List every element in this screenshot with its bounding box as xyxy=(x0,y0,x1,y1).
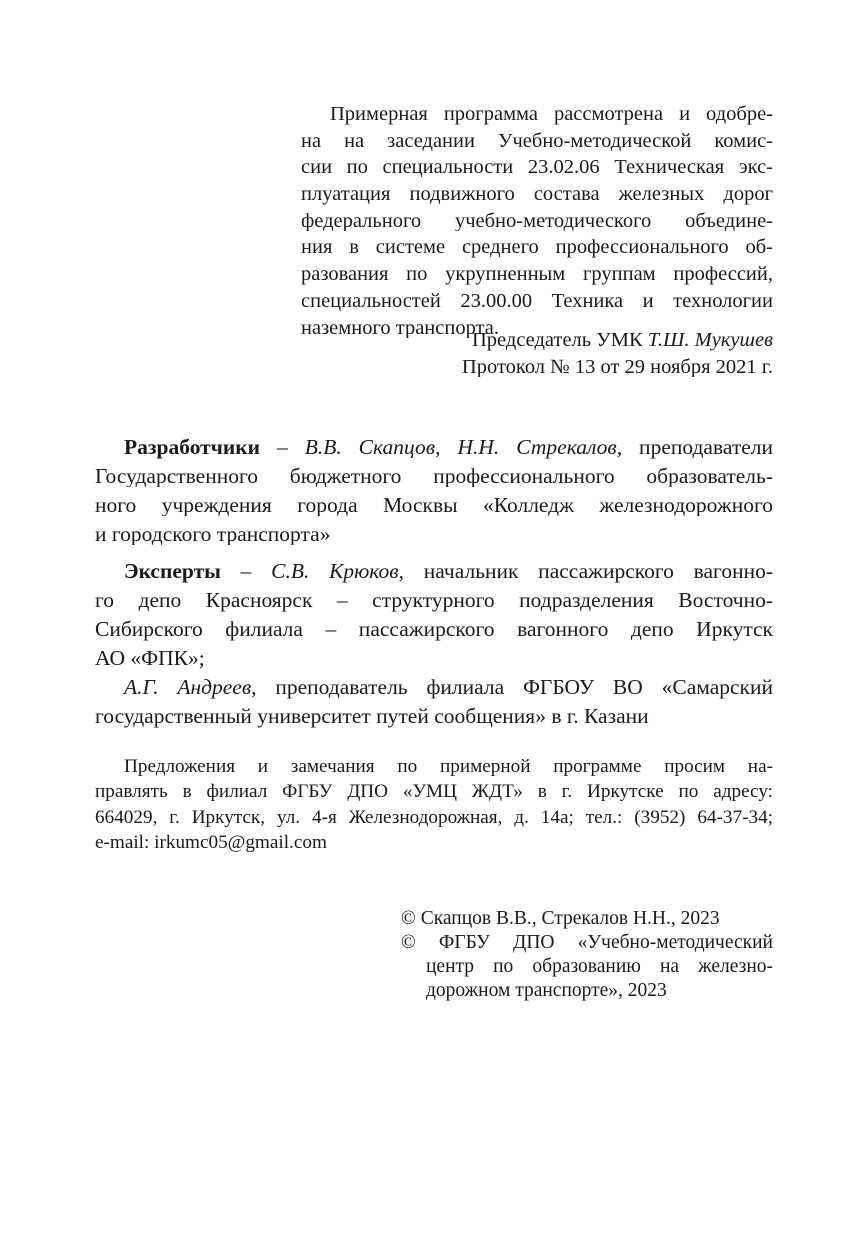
approval-line: Примерная программа рассмотрена и одобре- xyxy=(330,104,773,125)
experts-text: начальник пассажирского вагонно- xyxy=(404,561,773,583)
protocol-line: Протокол № 13 от 29 ноября 2021 г. xyxy=(461,356,773,377)
approval-line: на на заседании Учебно-методической комис- xyxy=(301,130,773,152)
experts-line: го депо Красноярск – структурного подразделения Восточно- xyxy=(95,590,773,612)
copyright-line: дорожном транспорте», 2023 xyxy=(426,981,667,1001)
developers-line: Государственного бюджетного профессионального образователь- xyxy=(95,465,773,488)
chair-name: Т.Ш. Мукушев xyxy=(647,330,773,351)
approval-line: специальностей 23.00.00 Техника и технологии xyxy=(301,290,773,312)
developers-names: В.В. Скапцов, Н.Н. Стрекалов, xyxy=(304,437,623,459)
experts-section xyxy=(95,561,773,735)
experts-line: АО «ФПК»; xyxy=(95,648,205,670)
copyright-line: © ФГБУ ДПО «Учебно-методический xyxy=(401,933,773,953)
developers-label: Разработчики xyxy=(124,437,261,459)
experts-line xyxy=(95,561,773,583)
copyright-block xyxy=(401,909,773,1005)
approval-note xyxy=(301,104,773,344)
experts-line: Сибирского филиала – пассажирского вагонного депо Иркутск xyxy=(95,619,773,641)
approval-signature xyxy=(380,330,773,383)
email-line: e-mail: irkumc05@gmail.com xyxy=(95,833,327,853)
proposals-line: Предложения и замечания по примерной программе просим на- xyxy=(124,757,773,777)
experts-line xyxy=(95,677,773,699)
developers-line: ного учреждения города Москвы «Колледж железнодорожного xyxy=(95,494,773,517)
experts-label: Эксперты xyxy=(124,561,221,583)
approval-line: разования по укрупненным группам профессий, xyxy=(301,264,773,285)
expert-name: А.Г. Андреев, xyxy=(124,677,257,699)
developers-line: и городского транспорта» xyxy=(95,523,331,546)
proposals-line: правлять в филиал ФГБУ ДПО «УМЦ ЖДТ» в г. Иркутске по адресу: xyxy=(95,782,773,802)
approval-line: сии по специальности 23.02.06 Техническая экс- xyxy=(301,157,773,178)
expert-name: С.В. Крюков, xyxy=(271,561,404,583)
proposals-note xyxy=(95,757,773,859)
approval-line: плуатация подвижного состава железных дорог xyxy=(301,184,773,205)
developers-line xyxy=(95,437,773,459)
chair-line xyxy=(380,330,773,351)
proposals-line: 664029, г. Иркутск, ул. 4-я Железнодорожная, д. 14а; тел.: (3952) 64-37-34; xyxy=(95,807,773,828)
approval-line: ния в системе среднего профессионального об- xyxy=(301,237,773,258)
experts-line: государственный университет путей сообщения» в г. Казани xyxy=(95,706,649,728)
developers-section xyxy=(95,437,773,553)
approval-line: федерального учебно-методического объедине- xyxy=(301,210,773,232)
copyright-line: © Скапцов В.В., Стрекалов Н.Н., 2023 xyxy=(401,909,720,929)
dash: – xyxy=(220,561,272,583)
experts-text: преподаватель филиала ФГБОУ ВО «Самарский xyxy=(256,677,773,699)
developers-text: преподаватели xyxy=(622,437,773,459)
dash: – xyxy=(260,437,305,459)
chair-label: Председатель УМК xyxy=(472,330,648,351)
approval-line: наземного транспорта. xyxy=(301,317,499,338)
copyright-line: центр по образованию на железно- xyxy=(426,957,773,977)
